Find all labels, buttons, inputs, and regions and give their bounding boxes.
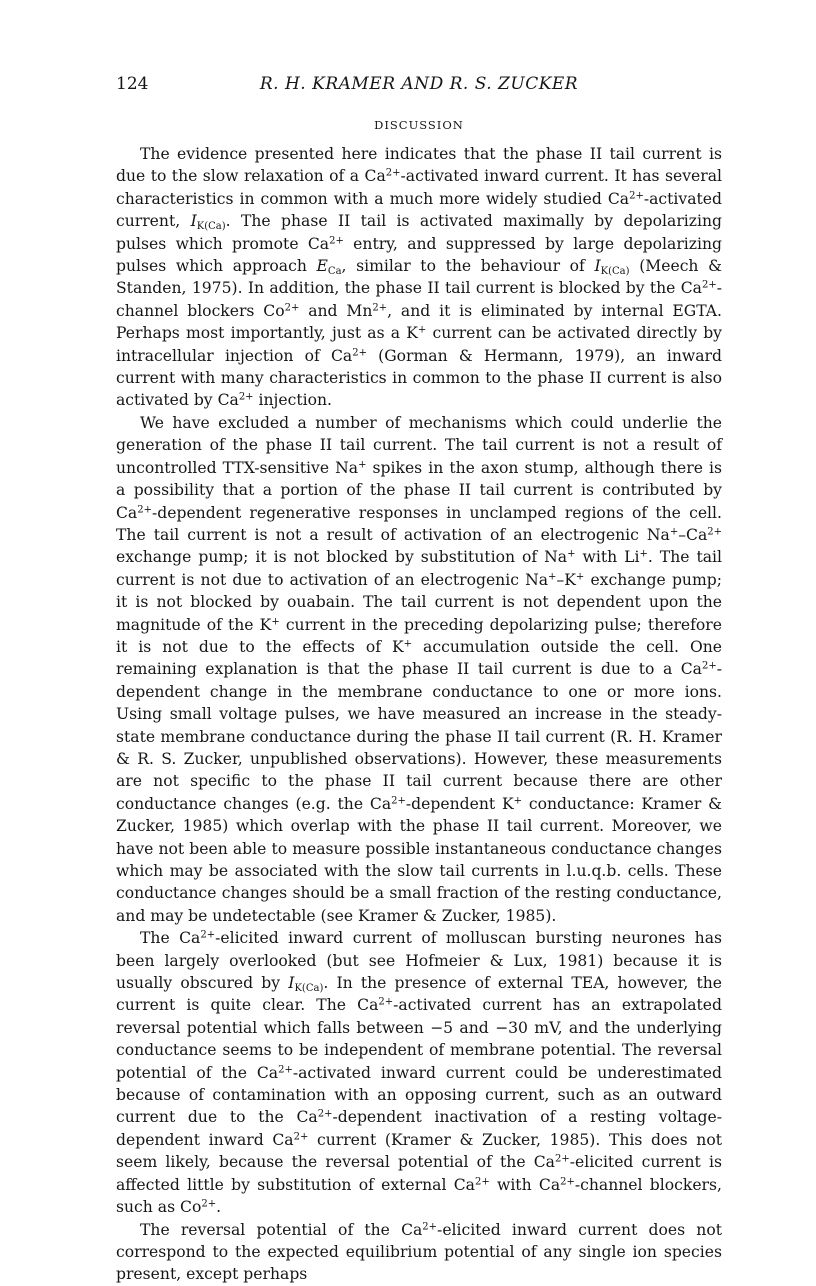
running-head-authors: R. H. KRAMER AND R. S. ZUCKER xyxy=(259,74,579,94)
running-header xyxy=(116,74,722,98)
paragraph: The $Ca^{2+}$-elicited inward current of molluscan bursting neurones has been largely overlooked (but see Hofmeier & Lux, 1981) because it is usually obscured by $I_{K(Ca)}$. In the presence of external TEA, however, the current is quite clear. The $Ca^{2+}$-activated current has an extrapolated reversal potential which falls between −5 and −30 mV, and the underlying conductance seems to be independent of membrane potential. The reversal potential of the $Ca^{2+}$-activated inward current could be underestimated because of contamination with an opposing current, such as an outward current due to the $Ca^{2+}$-dependent inactivation of a resting voltage-dependent inward $Ca^{2+}$ current (Kramer & Zucker, 1985). This does not seem likely, because the reversal potential of the $Ca^{2+}$-elicited current is affected little by substitution of external $Ca^{2+}$ with $Ca^{2+}$-channel blockers, such as $Co^{2+}$. xyxy=(116,929,722,1217)
body-text xyxy=(116,143,722,1286)
paragraph: The evidence presented here indicates that the phase II tail current is due to the slow relaxation of a $Ca^{2+}$-activated inward current. It has several characteristics in common with a much more widely studied $Ca^{2+}$-activated current, $I_{K(Ca)}$. The phase II tail is activated maximally by depolarizing pulses which promote $Ca^{2+}$ entry, and suppressed by large depolarizing pulses which approach $E_{Ca}$, similar to the behaviour of $I_{K(Ca)}$ (Meech & Standen, 1975). In addition, the phase II tail current is blocked by the $Ca^{2+}$-channel blockers $Co^{2+}$ and $Mn^{2+}$, and it is eliminated by internal EGTA. Perhaps most importantly, just as a K+ current can be activated directly by intracellular injection of $Ca^{2+}$ (Gorman & Hermann, 1979), an inward current with many characteristics in common to the phase II current is also activated by $Ca^{2+}$ injection. xyxy=(116,145,723,410)
page-number: 124 xyxy=(116,74,149,94)
section-title: DISCUSSION xyxy=(374,118,464,132)
paragraph: The reversal potential of the $Ca^{2+}$-elicited inward current does not correspond to the expected equilibrium potential of any single ion species present, except perhaps xyxy=(116,1220,722,1284)
paragraph: We have excluded a number of mechanisms which could underlie the generation of the phase II tail current. The tail current is not a result of uncontrolled TTX-sensitive Na+ spikes in the axon stump, although there is a possibility that a portion of the phase II tail current is contributed by $Ca^{2+}$-dependent regenerative responses in unclamped regions of the cell. The tail current is not a result of activation of an electrogenic $Na^+-Ca^{2+}$ exchange pump; it is not blocked by substitution of Na+ with Li+. The tail current is not due to activation of an electrogenic Na+–K+ exchange pump; it is not blocked by ouabain. The tail current is not dependent upon the magnitude of the K+ current in the preceding depolarizing pulse; therefore it is not due to the effects of K+ accumulation outside the cell. One remaining explanation is that the phase II tail current is due to a $Ca^{2+}$-dependent change in the membrane conductance to one or more ions. Using small voltage pulses, we have measured an increase in the steady-state membrane conductance during the phase II tail current (R. H. Kramer & R. S. Zucker, unpublished observations). However, these measurements are not specific to the phase II tail current because there are other conductance changes (e.g. the $Ca^{2+}$-dependent K+ conductance: Kramer & Zucker, 1985) which overlap with the phase II tail current. Moreover, we have not been able to measure possible instantaneous conductance changes which may be associated with the slow tail currents in l.u.q.b. cells. These conductance changes should be a small fraction of the resting conductance, and may be undetectable (see Kramer & Zucker, 1985). xyxy=(116,413,723,925)
